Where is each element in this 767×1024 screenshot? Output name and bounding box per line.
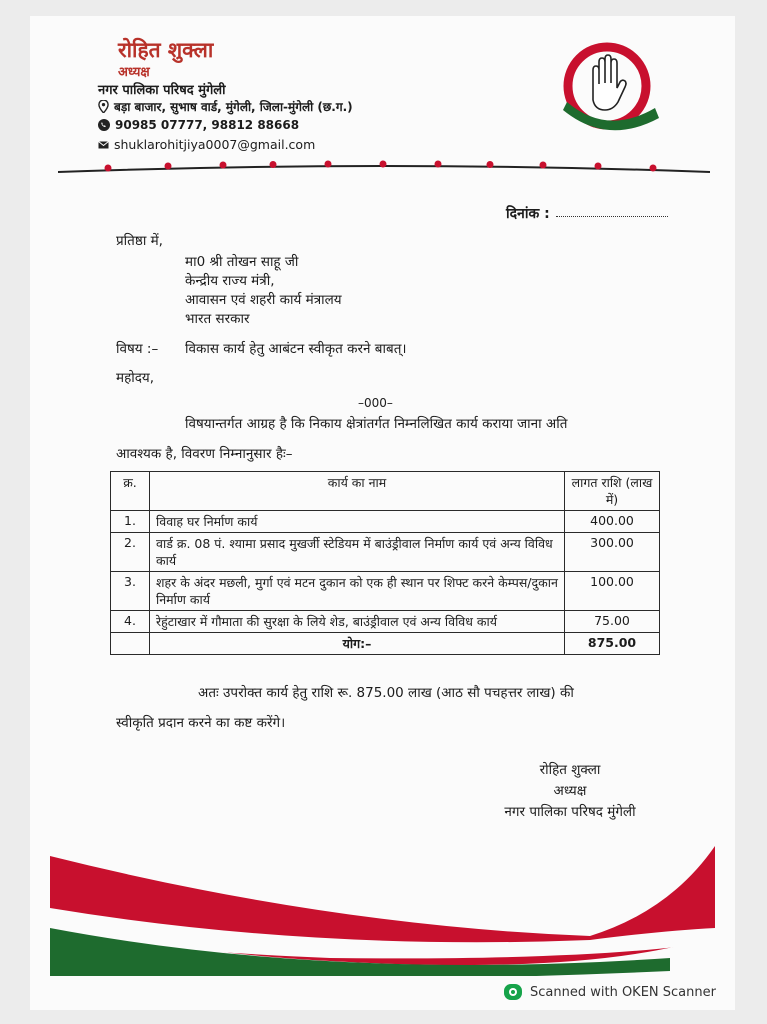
row-cost: 100.00 [565,572,660,611]
total-empty-cell [111,633,150,655]
works-table [110,471,660,655]
location-pin-icon [98,100,109,113]
phone-text: 90985 07777, 98812 88668 [115,118,300,132]
recipient-line: मा0 श्री तोखन साहू जी [185,254,299,270]
recipient-prefix: प्रतिष्ठा में, [116,233,163,249]
sender-designation: अध्यक्ष [118,65,150,80]
row-cost: 400.00 [565,511,660,533]
column-header-cost: लागत राशि (लाख में) [565,472,660,511]
salutation: महोदय, [116,370,155,386]
column-header-no: क्र. [111,472,150,511]
total-value: 875.00 [565,633,660,655]
row-no: 3. [111,572,150,611]
oken-scanner-logo-icon [504,983,524,1001]
intro-line: विषयान्तर्गत आग्रह है कि निकाय क्षेत्रांतर्गत निम्नलिखित कार्य कराया जाना अति [185,416,568,432]
recipient-line: केन्द्रीय राज्य मंत्री, [185,273,275,289]
recipient-line: भारत सरकार [185,311,250,327]
row-cost: 300.00 [565,533,660,572]
row-no: 1. [111,511,150,533]
table-total-row [111,633,660,655]
address-text: बड़ा बाजार, सुभाष वार्ड, मुंगेली, जिला-मुंगेली (छ.ग.) [114,100,353,114]
total-label: योग:– [150,633,565,655]
intro-line: आवश्यक है, विवरण निम्नानुसार हैः– [116,446,293,462]
closing-line: अतः उपरोक्त कार्य हेतु राशि रू. 875.00 लाख (आठ सौ पचहत्तर लाख) की [198,685,574,701]
address-line [98,98,353,115]
email-text: shuklarohitjiya0007@gmail.com [114,137,316,152]
row-work: विवाह घर निर्माण कार्य [150,511,565,533]
scanner-watermark [504,983,716,1001]
closing-line: स्वीकृति प्रदान करने का कष्ट करेंगे। [116,715,286,731]
table-row [111,572,660,611]
phone-icon [98,119,110,131]
row-work: वार्ड क्र. 08 पं. श्यामा प्रसाद मुखर्जी स्टेडियम में बाउंड्रीवाल निर्माण कार्य एवं अन्य विविध कार्य [150,533,565,572]
sender-council: नगर पालिका परिषद मुंगेली [98,83,226,98]
row-work: शहर के अंदर मछली, मुर्गा एवं मटन दुकान को एक ही स्थान पर शिफ्ट करने केम्पस/दुकान निर्माण कार्य [150,572,565,611]
email-line [98,137,315,152]
mail-icon [98,141,109,149]
column-header-work: कार्य का नाम [150,472,565,511]
date-blank-line [556,216,668,217]
row-no: 2. [111,533,150,572]
table-row [111,611,660,633]
tricolour-footer-band [30,816,735,976]
letter-page [30,16,735,1010]
scanner-watermark-text: Scanned with OKEN Scanner [530,984,716,1000]
table-row [111,533,660,572]
date-label: दिनांक : [506,206,550,222]
letterhead-divider [58,156,710,176]
sender-name: रोहित शुक्ला [118,38,214,62]
signature-designation: अध्यक्ष [553,783,587,799]
table-row [111,511,660,533]
recipient-line: आवासन एवं शहरी कार्य मंत्रालय [185,292,342,308]
separator-mark: –000– [358,396,393,410]
hand-party-logo [555,36,663,140]
row-cost: 75.00 [565,611,660,633]
signature-block [470,760,670,823]
subject-label: विषय :– [116,341,159,357]
signature-name: रोहित शुक्ला [539,762,601,778]
row-no: 4. [111,611,150,633]
phone-line [98,118,299,132]
table-header-row [111,472,660,511]
row-work: रेहुंटाखार में गौमाता की सुरक्षा के लिये शेड, बाउंड्रीवाल एवं अन्य विविध कार्य [150,611,565,633]
subject-text: विकास कार्य हेतु आबंटन स्वीकृत करने बाबत्। [185,341,407,357]
signature-council: नगर पालिका परिषद मुंगेली [504,804,636,820]
